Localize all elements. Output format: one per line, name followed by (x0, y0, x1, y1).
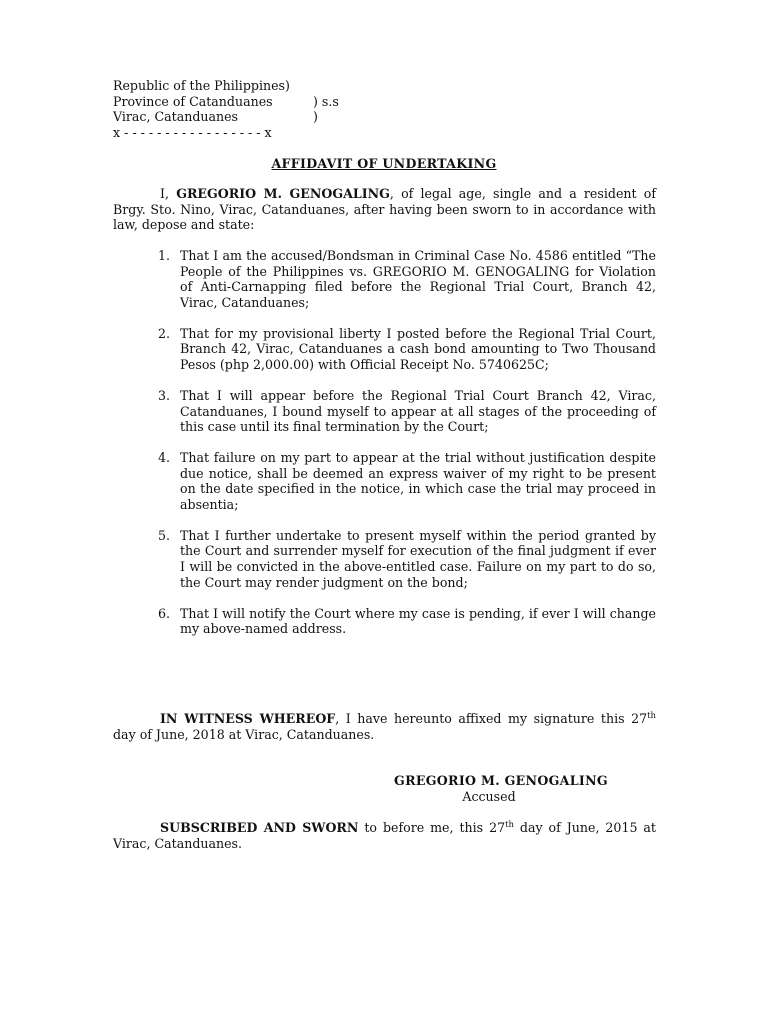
intro-text: , of legal age, single and a resident of Brgy. Sto. Nino, Virac, Catanduanes, after having been sworn to in accordance with law, depose and state: (113, 186, 656, 233)
venue-line (113, 109, 339, 125)
jurat-text: to before me, this 27 (358, 820, 506, 835)
item-text: That I am the accused/Bondsman in Criminal Case No. 4586 entitled “The People of the Philippines vs. GREGORIO M. GENOGALING for Violation of Anti-Carnapping filed before the Regional Trial Court, Branch 42, Virac, Catanduanes; (180, 248, 656, 310)
venue-separator: x - - - - - - - - - - - - - - - - - x (113, 124, 272, 140)
witness-text: , I have hereunto affixed my signature this 27 (335, 711, 648, 726)
venue-left: Virac, Catanduanes (113, 109, 239, 124)
venue-left: Republic of the Philippines) (113, 78, 290, 93)
intro-paragraph (113, 186, 656, 233)
venue-line (113, 78, 339, 94)
item-text: That I will notify the Court where my case is pending, if ever I will change my above-named address. (180, 605, 656, 637)
witness-text-end: day of June, 2018 at Virac, Catanduanes. (113, 726, 375, 742)
jurat-text-end: day of June, 2015 at Virac, Catanduanes. (113, 820, 656, 851)
item-text: That for my provisional liberty I posted before the Regional Trial Court, Branch 42, Virac, Catanduanes a cash bond amounting to Two Thousand Pesos (php 2,000.00) with Official Receipt No. 5740625C; (180, 325, 656, 372)
statement-list (158, 248, 656, 652)
witness-paragraph (113, 711, 656, 742)
item-text: That I will appear before the Regional Trial Court Branch 42, Virac, Catanduanes, I bound myself to appear at all stages of the proceeding of this case until its final termination by the Court; (180, 387, 656, 435)
witness-heading: IN WITNESS WHEREOF (160, 711, 336, 726)
intro-prefix: I, (160, 186, 169, 201)
venue-block (113, 78, 339, 140)
jurat-ordinal: th (505, 819, 514, 830)
jurat-heading: SUBSCRIBED AND SWORN (160, 820, 359, 835)
list-item (158, 248, 656, 310)
venue-left: Province of Catanduanes (113, 93, 273, 109)
item-text: That I further undertake to present myself within the period granted by the Court and surrender myself for execution of the final judgment if ever I will be convicted in the above-entitled case. Failure on my part to do so, the Court may render judgment on the bond; (180, 527, 656, 590)
venue-line (113, 94, 339, 110)
list-item (158, 388, 656, 435)
item-number: 5. (158, 527, 171, 543)
item-number: 2. (158, 325, 171, 341)
item-number: 3. (158, 387, 171, 403)
item-number: 1. (158, 248, 171, 263)
witness-ordinal: th (647, 710, 656, 721)
document-title: AFFIDAVIT OF UNDERTAKING (271, 156, 497, 171)
signatory-role: Accused (462, 789, 516, 804)
signatory-name: GREGORIO M. GENOGALING (394, 773, 608, 788)
list-item (158, 326, 656, 373)
item-number: 4. (158, 450, 171, 466)
affiant-name: GREGORIO M. GENOGALING (176, 186, 390, 201)
item-number: 6. (158, 605, 171, 621)
venue-right: ) (313, 109, 318, 124)
venue-right: ) s.s (313, 93, 339, 109)
jurat-paragraph (113, 820, 656, 851)
list-item (158, 606, 656, 637)
item-text: That failure on my part to appear at the trial without justification despite due notice, shall be deemed an express waiver of my right to be present on the date specified in the notice, in which case the trial may proceed in absentia; (180, 450, 656, 512)
list-item (158, 528, 656, 590)
list-item (158, 450, 656, 512)
